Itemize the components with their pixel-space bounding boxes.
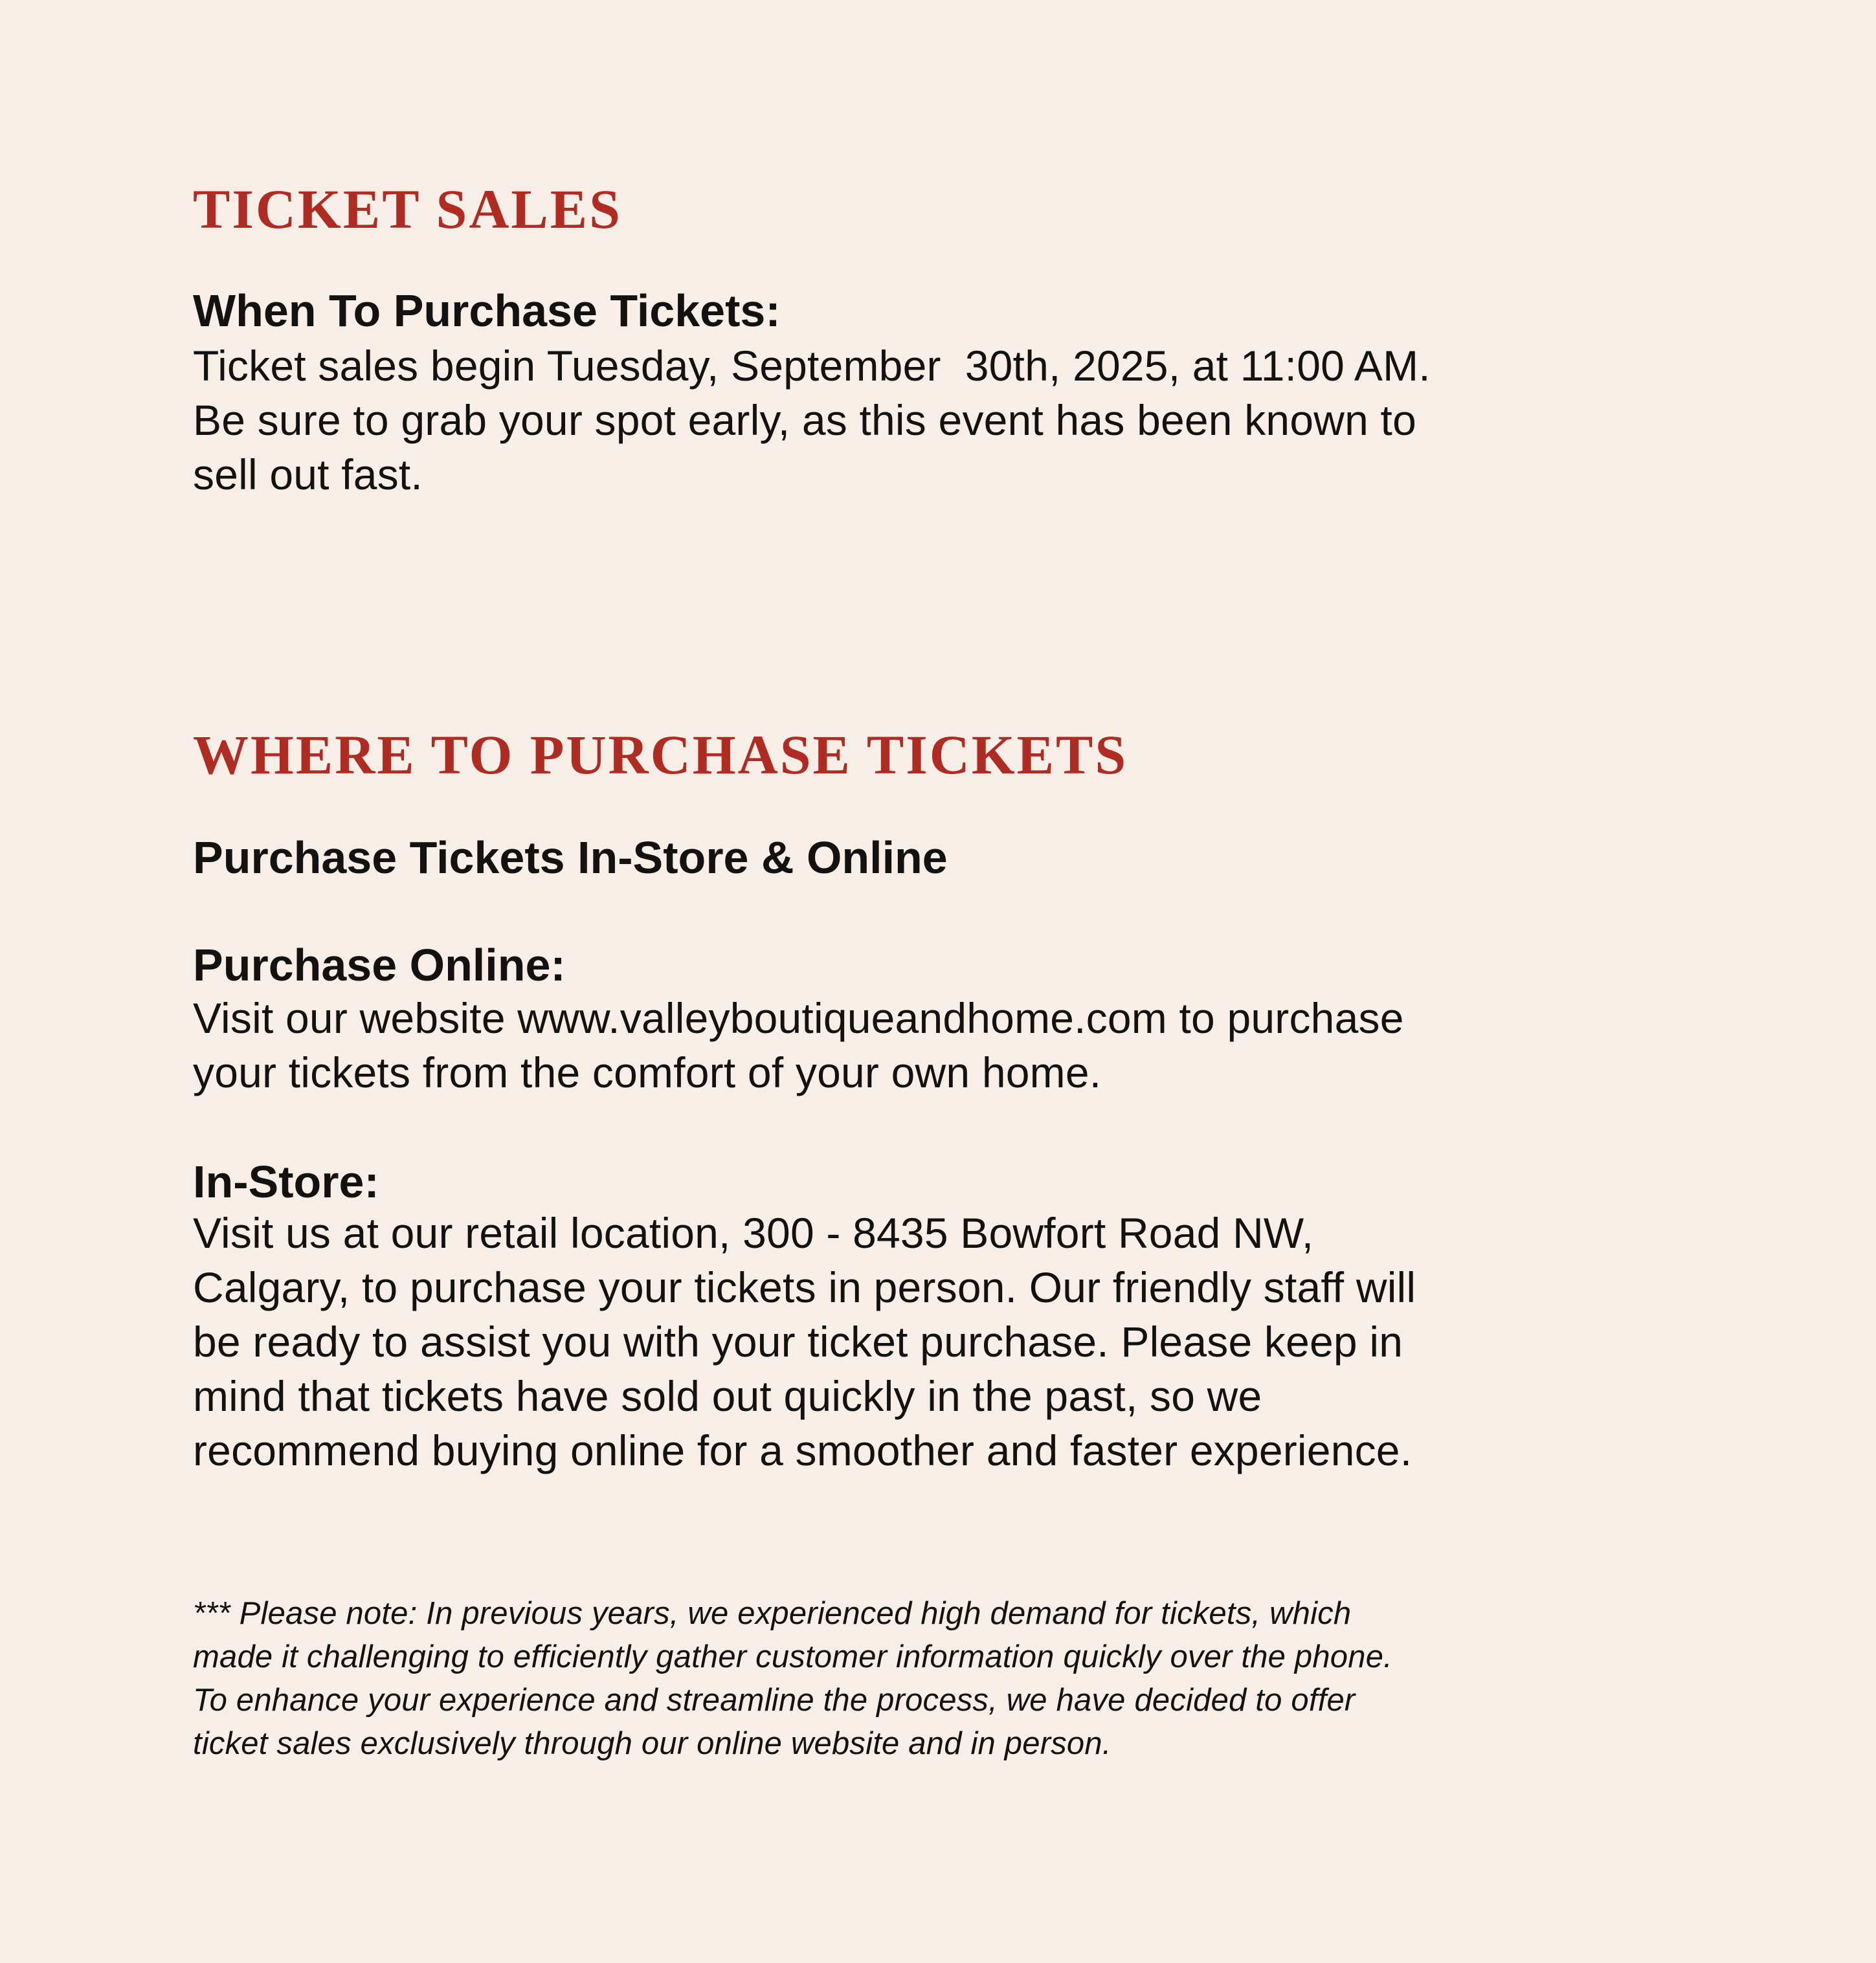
- body-line: your tickets from the comfort of your own home.: [193, 1048, 1102, 1096]
- subheading-when-to-purchase: When To Purchase Tickets:: [193, 285, 781, 336]
- paragraph-purchase-online: [193, 991, 1404, 1100]
- body-line: Ticket sales begin Tuesday, September 30th, 2025, at 11:00 AM.: [193, 342, 1431, 390]
- body-line-store-address: Visit us at our retail location, 300 - 8435 Bowfort Road NW,: [193, 1209, 1314, 1257]
- body-line: Calgary, to purchase your tickets in person. Our friendly staff will: [193, 1263, 1416, 1311]
- body-line: sell out fast.: [193, 450, 423, 498]
- section-heading-where-to-purchase: WHERE TO PURCHASE TICKETS: [193, 724, 1128, 786]
- body-line: Be sure to grab your spot early, as this event has been known to: [193, 396, 1416, 444]
- body-line: recommend buying online for a smoother and faster experience.: [193, 1426, 1413, 1474]
- body-line: be ready to assist you with your ticket purchase. Please keep in: [193, 1318, 1403, 1366]
- subheading-purchase-online: Purchase Online:: [193, 940, 566, 990]
- footnote-line: *** Please note: In previous years, we experienced high demand for tickets, which: [193, 1596, 1352, 1631]
- body-line: mind that tickets have sold out quickly in the past, so we: [193, 1372, 1262, 1420]
- subheading-in-store: In-Store:: [193, 1157, 379, 1207]
- paragraph-when-to-purchase: [193, 338, 1431, 502]
- section-heading-ticket-sales: TICKET SALES: [193, 178, 622, 240]
- footnote-line: ticket sales exclusively through our online website and in person.: [193, 1726, 1111, 1761]
- footnote-line: To enhance your experience and streamline the process, we have decided to offer: [193, 1683, 1356, 1718]
- footnote-please-note: [193, 1592, 1392, 1766]
- subheading-purchase-in-store-and-online: Purchase Tickets In-Store & Online: [193, 832, 948, 883]
- body-line-website-url: Visit our website www.valleyboutiqueandhome.com to purchase: [193, 994, 1404, 1042]
- paragraph-in-store: [193, 1206, 1416, 1478]
- footnote-line: made it challenging to efficiently gather customer information quickly over the phone.: [193, 1639, 1392, 1674]
